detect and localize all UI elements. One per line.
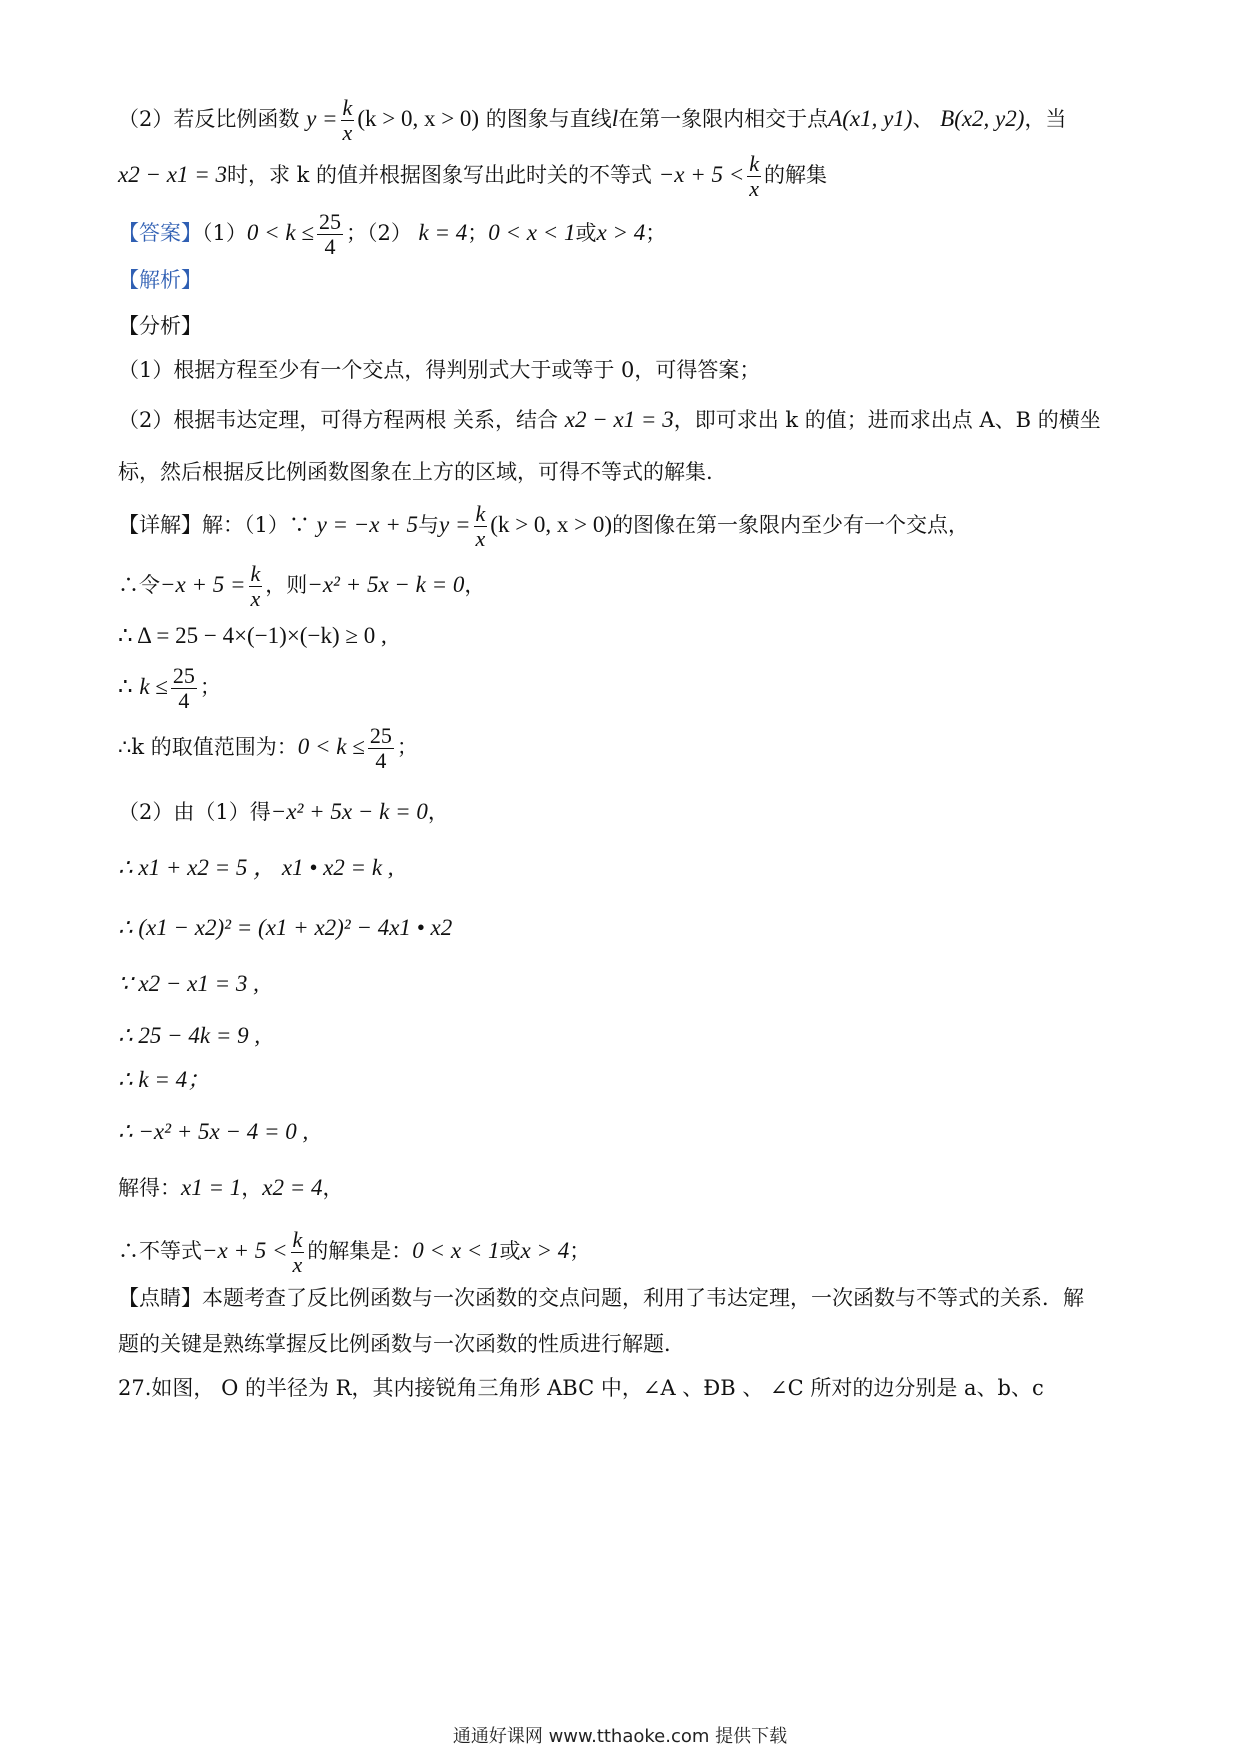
- detail-line-14: [118, 1228, 1130, 1277]
- dianjing-tag: 【点睛】: [118, 1286, 202, 1310]
- frac-num: k: [250, 561, 261, 586]
- fraction-25-over-4: [317, 210, 343, 259]
- step-4b: k ≤: [139, 674, 168, 699]
- step-14c: 的解集是：: [307, 1239, 413, 1263]
- domain-condition: (k > 0, x > 0): [357, 106, 480, 131]
- step-14f: x > 4: [520, 1238, 570, 1263]
- q2-text-f: 的解集: [764, 163, 828, 187]
- detail-line-6: [118, 794, 1130, 830]
- step-2e: ，: [464, 573, 486, 597]
- dianjing-text-1: 本题考查了反比例函数与一次函数的交点问题，利用了韦达定理，一次函数与不等式的关系．解: [202, 1286, 1084, 1310]
- page-footer: 通通好课网 www.tthaoke.com 提供下载: [452, 1726, 788, 1747]
- detail-line-1: [118, 502, 1130, 551]
- detail-line-3: ∴ Δ = 25 − 4×(−1)×(−k) ≥ 0 ,: [118, 623, 387, 648]
- fraction-25-over-4: [368, 724, 394, 773]
- step-13b: x1 = 1: [181, 1175, 242, 1200]
- frac-num: 25: [369, 723, 392, 748]
- detail-line-5: [118, 724, 1130, 773]
- frac-den: 4: [375, 748, 387, 773]
- step-5a: ∴k 的取值范围为：: [118, 735, 298, 759]
- fraction-k-over-x: [341, 96, 355, 145]
- answer-line: [118, 210, 1130, 259]
- step-13a: 解得：: [118, 1176, 181, 1200]
- detail-lead: 解：（1）∵: [202, 513, 310, 537]
- question-2-line-2: [118, 152, 1130, 201]
- frac-den: x: [749, 176, 760, 201]
- detail-line-7: ∴ x1 + x2 = 5 ， x1 • x2 = k ,: [118, 855, 394, 880]
- detail-line-2: [118, 562, 1130, 611]
- step-14g: ；: [569, 1239, 591, 1263]
- step-13c: ，: [241, 1176, 263, 1200]
- dianjing-line-1: [118, 1280, 1130, 1316]
- step-13e: ，: [322, 1176, 344, 1200]
- step-5b: 0 < k ≤: [297, 734, 365, 759]
- detail-with: 与: [418, 513, 440, 537]
- y-eq: y =: [306, 106, 338, 131]
- y-eq: y =: [439, 512, 471, 537]
- line-name: l: [611, 106, 619, 131]
- fenxi-line-2b: ，即可求出 k 的值；进而求出点 A、B 的横坐: [673, 408, 1101, 432]
- answer-solution-1: 0 < x < 1: [488, 220, 576, 245]
- answer-k-value: k = 4: [418, 220, 468, 245]
- step-2b: −x + 5 =: [160, 572, 246, 597]
- frac-num: 25: [318, 209, 341, 234]
- answer-range: 0 < k ≤: [246, 220, 314, 245]
- frac-num: k: [292, 1227, 303, 1252]
- analysis-tag: 【解析】: [118, 268, 202, 292]
- question-2-line-1: [118, 96, 1130, 145]
- detail-line-9: ∵ x2 − x1 = 3 ,: [118, 971, 259, 996]
- q2-text-a: 若反比例函数: [173, 107, 300, 131]
- fenxi-line-3: 标，然后根据反比例函数图象在上方的区域，可得不等式的解集.: [118, 460, 713, 484]
- answer-end: ；: [645, 221, 667, 245]
- answer-sep: ；: [467, 221, 489, 245]
- detail-rest: 的图像在第一象限内至少有一个交点，: [612, 513, 970, 537]
- fenxi-tag: 【分析】: [118, 314, 202, 338]
- step-13d: x2 = 4: [262, 1175, 323, 1200]
- frac-num: k: [749, 151, 760, 176]
- frac-num: 25: [172, 663, 195, 688]
- q2-text-c: 在第一象限内相交于点: [618, 107, 829, 131]
- condition: x2 − x1 = 3: [118, 162, 227, 187]
- frac-den: x: [342, 120, 353, 145]
- answer-part-1: （1）: [202, 221, 247, 245]
- inequality-left: −x + 5 <: [658, 162, 745, 187]
- step-14a: ∴不等式: [118, 1239, 202, 1263]
- detail-tag: 【详解】: [118, 513, 202, 537]
- step-2c: ，则: [265, 573, 308, 597]
- step-14e: 或: [499, 1239, 521, 1263]
- step-4c: ；: [199, 675, 221, 699]
- step-14d: 0 < x < 1: [412, 1238, 500, 1263]
- question-27: 27.如图， O 的半径为 R，其内接锐角三角形 ABC 中，∠A 、ÐB 、 ∠C 所对的边分别是 a、b、c: [118, 1376, 1044, 1400]
- answer-or: 或: [575, 221, 597, 245]
- q2-text-b: 的图象与直线: [485, 107, 612, 131]
- step-2d: −x² + 5x − k = 0: [307, 572, 465, 597]
- frac-den: x: [250, 586, 261, 611]
- step-2a: ∴令: [118, 573, 160, 597]
- detail-line-12: ∴ −x² + 5x − 4 = 0 ,: [118, 1119, 309, 1144]
- step-6b: −x² + 5x − k = 0: [270, 799, 428, 824]
- frac-num: k: [342, 95, 353, 120]
- step-4a: ∴: [118, 674, 133, 699]
- linear-function: y = −x + 5: [316, 512, 419, 537]
- fraction-k-over-x: [291, 1228, 305, 1277]
- point-a: A(x1, y1): [828, 106, 913, 131]
- answer-part-2: ；（2）: [345, 221, 412, 245]
- point-b: B(x2, y2): [940, 106, 1025, 131]
- part-label: （2）: [118, 107, 174, 131]
- separator: 、: [912, 107, 934, 131]
- fraction-25-over-4: [171, 664, 197, 713]
- step-5c: ；: [396, 735, 418, 759]
- dianjing-line-2: 题的关键是熟练掌握反比例函数与一次函数的性质进行解题．: [118, 1332, 685, 1356]
- frac-den: x: [292, 1252, 303, 1277]
- q2-text-e: 时，求 k 的值并根据图象写出此时关的不等式: [226, 163, 653, 187]
- domain-condition: (k > 0, x > 0): [490, 512, 613, 537]
- step-14b: −x + 5 <: [202, 1238, 288, 1263]
- condition: x2 − x1 = 3: [564, 407, 674, 432]
- detail-line-11: ∴ k = 4；: [118, 1067, 211, 1092]
- fraction-k-over-x: [747, 152, 761, 201]
- frac-den: 4: [324, 234, 336, 259]
- fenxi-line-2a: （2）根据韦达定理，可得方程两根 关系，结合: [118, 408, 559, 432]
- fraction-k-over-x: [249, 562, 263, 611]
- detail-line-10: ∴ 25 − 4k = 9 ,: [118, 1023, 261, 1048]
- frac-num: k: [475, 501, 486, 526]
- q2-text-d: ，当: [1024, 107, 1067, 131]
- fraction-k-over-x: [474, 502, 488, 551]
- detail-line-13: [118, 1170, 1130, 1206]
- answer-tag: 【答案】: [118, 221, 202, 245]
- fenxi-line-1: （1）根据方程至少有一个交点，得判别式大于或等于 0，可得答案；: [118, 358, 761, 382]
- step-6c: ，: [427, 800, 449, 824]
- frac-den: 4: [178, 688, 190, 713]
- answer-solution-2: x > 4: [596, 220, 646, 245]
- fenxi-line-2: [118, 402, 1130, 438]
- detail-line-4: [118, 664, 1130, 713]
- detail-line-8: ∴ (x1 − x2)² = (x1 + x2)² − 4x1 • x2: [118, 915, 453, 940]
- step-6a: （2）由（1）得: [118, 800, 271, 824]
- frac-den: x: [475, 526, 486, 551]
